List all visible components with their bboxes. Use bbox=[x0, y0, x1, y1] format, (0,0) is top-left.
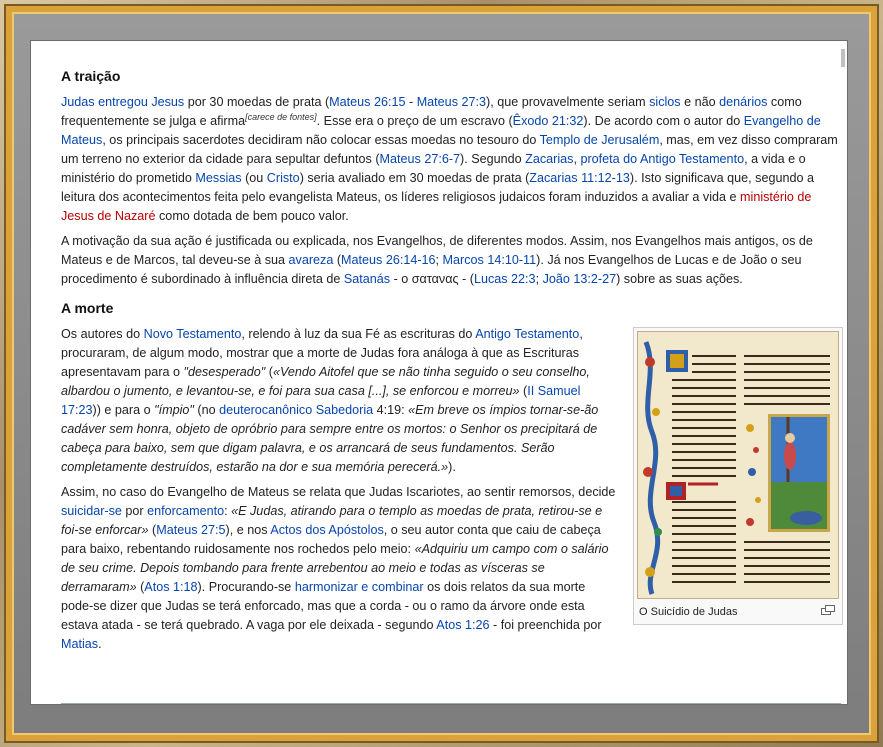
link-joao-13-2-27[interactable]: João 13:2-27 bbox=[542, 272, 617, 286]
link-actos-apostolos[interactable]: Actos dos Apóstolos bbox=[270, 523, 384, 537]
link-matias[interactable]: Matias bbox=[61, 637, 99, 651]
text: , o seu autor conta que caiu de cabeça para baixo, rebentando ruidosamente nos rochedos pelo meio: bbox=[61, 523, 601, 556]
link-jesus[interactable]: Jesus bbox=[151, 95, 185, 109]
link-exodo-21-32[interactable]: Êxodo 21:32 bbox=[512, 114, 584, 128]
text: os dois relatos da sua morte pode-se dizer que Judas se terá enforcado, mas que a corda - ou o ramo da árvore onde esta estava atada - se terá quebrado. A vaga por ele deixada - segundo bbox=[61, 580, 586, 632]
text: ( bbox=[265, 365, 273, 379]
text: (no bbox=[193, 403, 220, 417]
text: (ou bbox=[241, 171, 267, 185]
link-novo-testamento[interactable]: Novo Testamento bbox=[143, 327, 242, 341]
section-divider bbox=[61, 703, 841, 704]
paragraph-traicao-2 bbox=[61, 232, 843, 289]
text: como dotada de bem pouco valor. bbox=[155, 209, 349, 223]
link-harmonizar[interactable]: harmonizar e combinar bbox=[294, 580, 424, 594]
link-marcos-14-10-11[interactable]: Marcos 14:10-11 bbox=[442, 253, 537, 267]
text: , mas, em vez disso compraram um terreno no exterior da cidade para sepultar defuntos ( bbox=[61, 133, 838, 166]
link-ii-samuel-17-23[interactable]: II Samuel 17:23 bbox=[61, 384, 581, 417]
text: - bbox=[405, 95, 417, 109]
text: por 30 moedas de prata ( bbox=[184, 95, 330, 109]
article-page bbox=[30, 40, 848, 705]
text: )) e para o bbox=[92, 403, 155, 417]
text: ). Segundo bbox=[460, 152, 526, 166]
text: Assim, no caso do Evangelho de Mateus se relata que Judas Iscariotes, ao sentir remorsos, decide bbox=[61, 485, 616, 499]
link-messias[interactable]: Messias bbox=[195, 171, 242, 185]
link-profeta-at[interactable]: profeta do Antigo Testamento bbox=[580, 152, 745, 166]
link-siclos[interactable]: siclos bbox=[649, 95, 681, 109]
quote: «Adquiriu um campo com o salário de seu crime. Depois tombando para frente arrebentou ao meio e todas as vísceras se derramaram» bbox=[61, 542, 609, 594]
link-mateus-27-3[interactable]: Mateus 27:3 bbox=[416, 95, 486, 109]
section-heading-morte: A morte bbox=[61, 300, 114, 316]
text: ). Já nos Evangelhos de Lucas e de João o seu procedimento é subordinado à influência direta de bbox=[61, 253, 802, 286]
text: , a vida e o ministério do prometido bbox=[61, 152, 806, 185]
link-mateus-27-5[interactable]: Mateus 27:5 bbox=[156, 523, 226, 537]
text: ( bbox=[148, 523, 157, 537]
text: ; bbox=[535, 272, 543, 286]
text: 4:19: bbox=[373, 403, 409, 417]
text: ). Isto significava que, segundo a leitura dos acontecimentos feita pelo evangelista Mateus, os líderes religiosos judaicos foram induzidos a avaliar a vida e bbox=[61, 171, 814, 204]
article-content bbox=[61, 67, 843, 660]
text: ). bbox=[448, 460, 456, 474]
manuscript-illustration bbox=[638, 332, 838, 598]
text: ( bbox=[519, 384, 528, 398]
link-atos-1-18[interactable]: Atos 1:18 bbox=[144, 580, 198, 594]
link-templo-jerusalem[interactable]: Templo de Jerusalém bbox=[539, 133, 660, 147]
link-sabedoria[interactable]: deuterocanônico Sabedoria bbox=[219, 403, 374, 417]
link-mateus-26-15[interactable]: Mateus 26:15 bbox=[329, 95, 406, 109]
quote: «Vendo Aitofel que se não tinha seguido o seu conselho, albardou o jumento, e levantou-se, e foi para sua casa [...], se enforcou e morreu» bbox=[61, 365, 590, 398]
text: e não bbox=[680, 95, 720, 109]
text: , procuraram, de algum modo, mostrar que a morte de Judas fora análoga à que as Escrituras apresentavam para o bbox=[61, 327, 583, 379]
link-atos-1-26[interactable]: Atos 1:26 bbox=[436, 618, 490, 632]
text: ( bbox=[136, 580, 145, 594]
text: , os principais sacerdotes decidiram não colocar essas moedas no tesouro do bbox=[102, 133, 540, 147]
text: - foi preenchida por bbox=[489, 618, 602, 632]
text: como frequentemente se julga e afirma bbox=[61, 95, 802, 128]
text: , relendo à luz da sua Fé as escrituras do bbox=[241, 327, 476, 341]
illuminated-manuscript-image[interactable] bbox=[637, 331, 839, 599]
text: ( bbox=[333, 253, 342, 267]
link-denarios[interactable]: denários bbox=[719, 95, 768, 109]
text: ) seria avaliado em 30 moedas de prata ( bbox=[299, 171, 530, 185]
link-suicidar-se[interactable]: suicidar-se bbox=[61, 504, 122, 518]
link-cristo[interactable]: Cristo bbox=[266, 171, 300, 185]
link-ministerio-jesus[interactable]: ministério de Jesus de Nazaré bbox=[61, 190, 812, 223]
link-zacarias-11-12-13[interactable]: Zacarias 11:12-13 bbox=[529, 171, 630, 185]
link-mateus-27-6-7[interactable]: Mateus 27:6-7 bbox=[379, 152, 461, 166]
scrollbar[interactable] bbox=[841, 49, 845, 67]
link-mateus-26-14-16[interactable]: Mateus 26:14-16 bbox=[341, 253, 436, 267]
text: ), e nos bbox=[225, 523, 271, 537]
link-lucas-22-3[interactable]: Lucas 22:3 bbox=[473, 272, 536, 286]
text: ), que provavelmente seriam bbox=[486, 95, 650, 109]
quote: "ímpio" bbox=[154, 403, 194, 417]
figure-caption bbox=[637, 599, 839, 621]
text: . Esse era o preço de um escravo ( bbox=[316, 114, 513, 128]
text: por bbox=[121, 504, 148, 518]
paragraph-traicao-1 bbox=[61, 93, 843, 226]
caption-text: O Suicídio de Judas bbox=[639, 606, 738, 618]
citation-needed[interactable]: [carece de fontes] bbox=[245, 111, 317, 122]
link-entregou[interactable]: entregou bbox=[98, 95, 148, 109]
text: Os autores do bbox=[61, 327, 144, 341]
link-zacarias[interactable]: Zacarias bbox=[525, 152, 574, 166]
text: ). Procurando-se bbox=[197, 580, 295, 594]
link-evangelho-mateus[interactable]: Evangelho de Mateus bbox=[61, 114, 821, 147]
quote: «E Judas, atirando para o templo as moedas de prata, retirou-se e foi-se enforcar» bbox=[61, 504, 603, 537]
text: ) sobre as suas ações. bbox=[616, 272, 743, 286]
figure-thumbnail[interactable] bbox=[633, 327, 843, 625]
quote: «Em breve os ímpios tornar-se-ão cadáver sem honra, objeto de opróbrio para sempre entre os mortos: o Senhor os precipitará de cabeça para baixo, sem que digam palavra, e os arrancará de seus fundamentos. Serão completamente destruídos, estarão na dor e sua memória perecerá.» bbox=[61, 403, 599, 474]
text: : bbox=[224, 504, 232, 518]
text: , bbox=[573, 152, 581, 166]
link-antigo-testamento[interactable]: Antigo Testamento bbox=[475, 327, 580, 341]
magnify-icon[interactable] bbox=[821, 605, 835, 615]
text: ; bbox=[435, 253, 443, 267]
link-avareza[interactable]: avareza bbox=[288, 253, 334, 267]
text: . bbox=[98, 637, 102, 651]
section-heading-traicao: A traição bbox=[61, 68, 121, 84]
quote: "desesperado" bbox=[183, 365, 266, 379]
text: A motivação da sua ação é justificada ou explicada, nos Evangelhos, de diferentes modos. Assim, nos Evangelhos mais antigos, os de Mateus e de Marcos, tal deveu-se à sua bbox=[61, 234, 813, 267]
text: - o σατανας - ( bbox=[390, 272, 474, 286]
text: ). De acordo com o autor do bbox=[583, 114, 744, 128]
link-judas[interactable]: Judas bbox=[61, 95, 95, 109]
link-satanas[interactable]: Satanás bbox=[343, 272, 391, 286]
link-enforcamento[interactable]: enforcamento bbox=[147, 504, 225, 518]
